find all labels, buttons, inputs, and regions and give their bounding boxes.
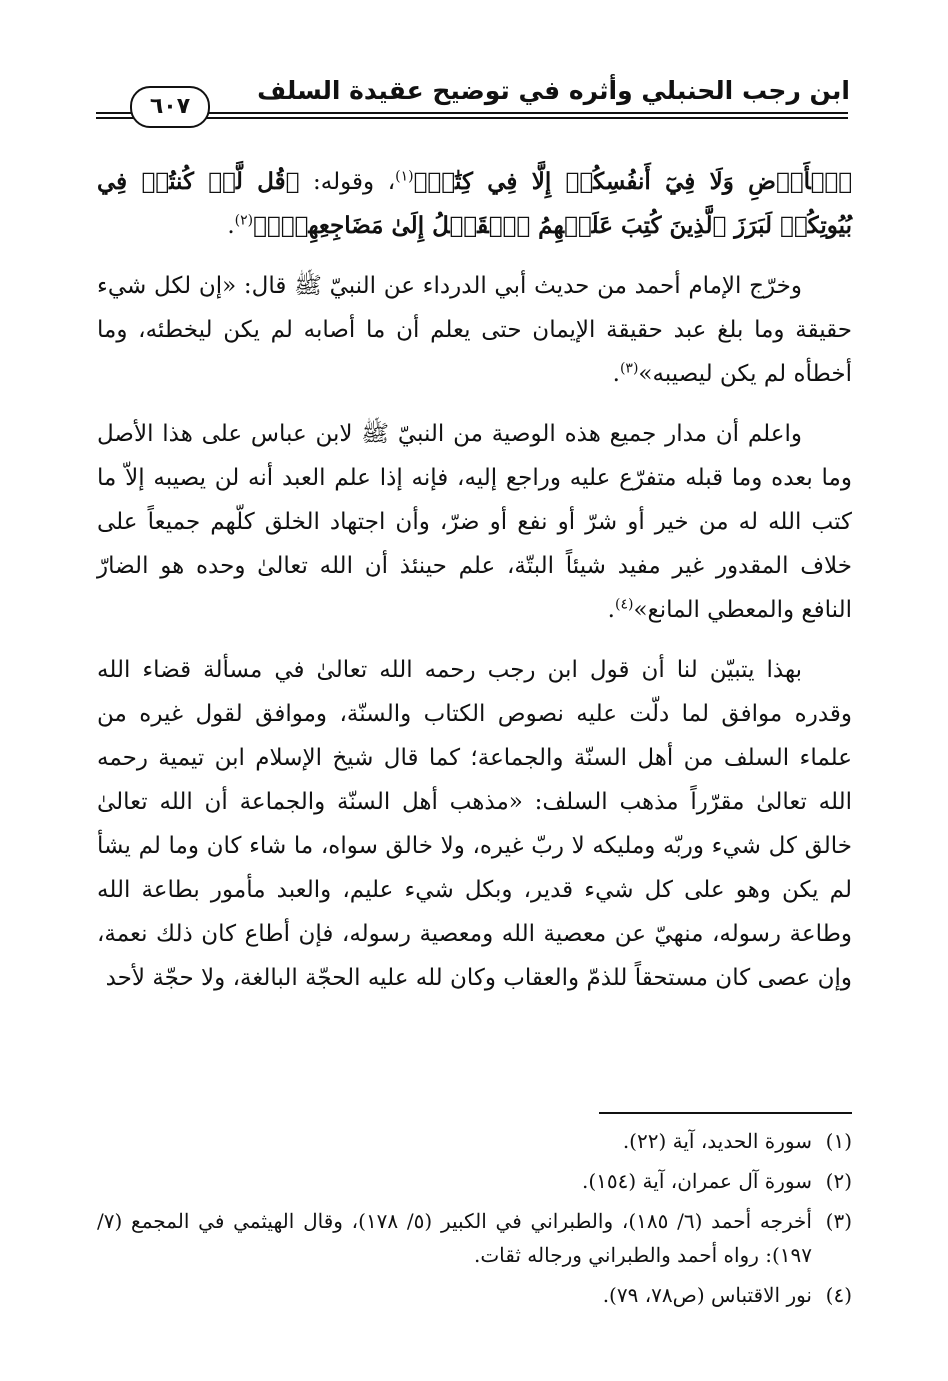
footnote-ref-3: (٣)	[619, 360, 639, 377]
footnote-ref-2: (٢)	[234, 212, 254, 229]
footnote-text: أخرجه أحمد (٦/ ١٨٥)، والطبراني في الكبير (٥/ ١٧٨)، وقال الهيثمي في المجمع (٧/ ١٩٧): رواه أحمد والطبراني ورجاله ثقات.	[97, 1209, 812, 1267]
quran-verse-hadid: ﭐلۡأَرۡضِ وَلَا فِيٓ أَنفُسِكُمۡ إِلَّا فِي كِتَٰبٖ﴾	[413, 168, 852, 195]
running-title: ابن رجب الحنبلي وأثره في توضيح عقيدة السلف	[257, 76, 850, 105]
paragraph-explanation	[97, 412, 852, 632]
paragraph-end: .	[227, 213, 235, 239]
footnote-number: (١)	[825, 1129, 852, 1153]
hadith-text: وخرّج الإمام أحمد من حديث أبي الدرداء عن النبيّ ﷺ قال: «إن لكل شيء حقيقة وما بلغ عبد حقيقة الإيمان حتى يعلم أن ما أصابه لم يكن ليخطئه، وما أخطأه لم يكن ليصيبه»	[97, 273, 852, 387]
footnote-number: (٢)	[825, 1169, 852, 1193]
page-number: ٦٠٧	[130, 86, 210, 128]
footnote-separator	[599, 1112, 852, 1114]
footnote-number: (٣)	[825, 1209, 852, 1233]
main-text	[97, 160, 852, 1016]
footnote	[97, 1124, 852, 1158]
footnote	[97, 1204, 852, 1272]
quran-verse-al-imran: ﴿قُل لَّوۡ كُنتُمۡ فِي بُيُوتِكُمۡ لَبَرَزَ ٱلَّذِينَ كُتِبَ عَلَيۡهِمُ ٱلۡقَتۡلُ إِلَىٰ مَضَاجِعِهِمۡۖ﴾	[97, 168, 852, 239]
paragraph-quran-verses	[97, 160, 852, 248]
paragraph-end: .	[612, 361, 620, 387]
paragraph-hadith	[97, 264, 852, 396]
footnote-ref-1: (١)	[395, 168, 414, 185]
footnote-number: (٤)	[825, 1283, 852, 1307]
paragraph-end: .	[607, 597, 615, 623]
footnote-text: نور الاقتباس (ص٧٨، ٧٩).	[602, 1283, 812, 1307]
footnotes	[97, 1124, 852, 1318]
footnote	[97, 1278, 852, 1312]
explanation-text: واعلم أن مدار جميع هذه الوصية من النبيّ ﷺ لابن عباس على هذا الأصل وما بعده وما قبله متفرّع عليه وراجع إليه، فإنه إذا علم العبد أنه لن يصيبه إلاّ ما كتب الله له من خير أو شرّ أو نفع أو ضرّ، وأن اجتهاد الخلق كلّهم جميعاً على خلاف المقدور غير مفيد شيئاً البتّة، علم حينئذ أن الله تعالىٰ وحده هو الضارّ النافع والمعطي المانع»	[97, 421, 852, 623]
conclusion-text: بهذا يتبيّن لنا أن قول ابن رجب رحمه الله تعالىٰ في مسألة قضاء الله وقدره موافق لما دلّت عليه نصوص الكتاب والسنّة، وموافق لقول غيره من علماء السلف من أهل السنّة والجماعة؛ كما قال شيخ الإسلام ابن تيمية رحمه الله تعالىٰ مقرّراً مذهب السلف: «مذهب أهل السنّة والجماعة أن الله تعالىٰ خالق كل شيء وربّه ومليكه لا ربّ غيره، ولا خالق سواه، ما شاء كان وما لم يشأ لم يكن وهو على كل شيء قدير، وبكل شيء عليم، والعبد مأمور بطاعة الله وطاعة رسوله، منهيّ عن معصية الله ومعصية رسوله، فإن أطاع كان ذلك نعمة، وإن عصى كان مستحقاً للذمّ والعقاب وكان لله عليه الحجّة البالغة، ولا حجّة لأحد	[97, 657, 852, 991]
header-rule-bottom	[96, 117, 848, 119]
footnote-text: سورة الحديد، آية (٢٢).	[622, 1129, 812, 1153]
footnote-ref-4: (٤)	[614, 596, 634, 613]
footnote-text: سورة آل عمران، آية (١٥٤).	[581, 1169, 812, 1193]
paragraph-conclusion	[97, 648, 852, 1000]
connector-text: ، وقوله:	[299, 169, 396, 195]
footnote	[97, 1164, 852, 1198]
